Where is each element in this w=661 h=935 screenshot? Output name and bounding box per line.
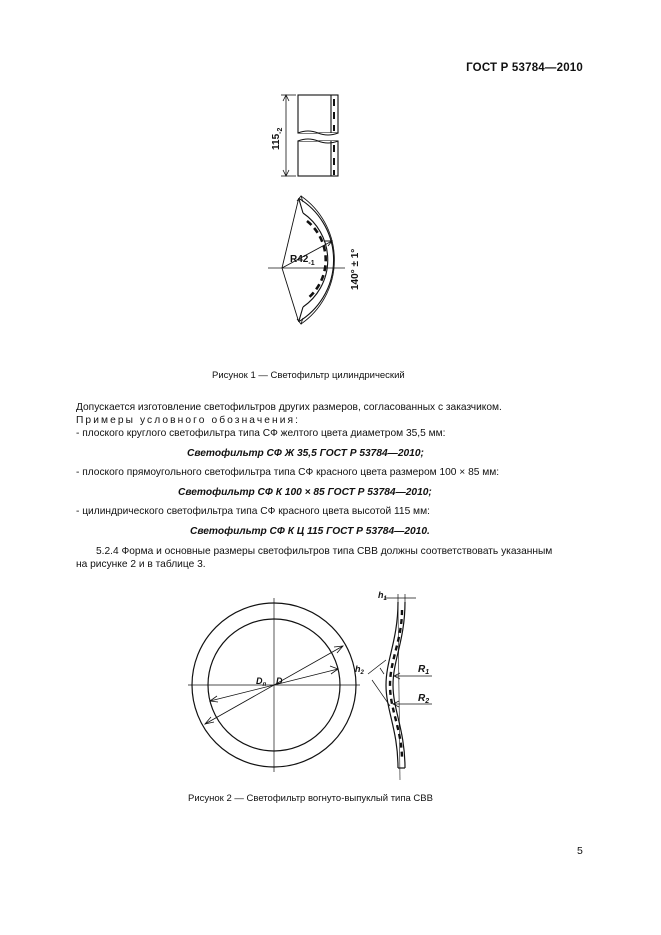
document-header: ГОСТ Р 53784—2010 — [466, 62, 583, 74]
paragraph-custom-sizes: Допускается изготовление светофильтров других размеров, согласованных с заказчиком. — [76, 402, 502, 413]
cylinder-side-view — [281, 95, 338, 176]
figure1-caption: Рисунок 1 — Светофильтр цилиндрический — [212, 370, 405, 381]
example-item-2: - плоского прямоугольного светофильтра типа СФ красного цвета размером 100 × 85 мм: — [76, 467, 500, 478]
r1-label: $R_1$ — [418, 664, 430, 676]
angle-dimension: 140° ± 1° — [350, 248, 361, 290]
figure1-drawing — [0, 0, 661, 380]
page-number: 5 — [577, 845, 583, 857]
outer-diameter-label: D — [276, 676, 283, 686]
h1-label: $h_1$ — [378, 590, 387, 602]
example-designation-3: Светофильтр СФ К Ц 115 ГОСТ Р 53784—2010. — [190, 526, 430, 537]
example-item-1: - плоского круглого светофильтра типа СФ желтого цвета диаметром 35,5 мм: — [76, 428, 446, 439]
filter-section-view — [368, 594, 432, 780]
figure2-drawing — [0, 580, 661, 790]
r2-label: $R_2$ — [418, 693, 430, 705]
radius-dimension: $R42_{-1}$ — [290, 254, 315, 267]
example-designation-1: Светофильтр СФ Ж 35,5 ГОСТ Р 53784—2010; — [187, 448, 424, 459]
example-item-3: - цилиндрического светофильтра типа СФ красного цвета высотой 115 мм: — [76, 506, 430, 517]
height-dimension: $115_{-2}$ — [271, 127, 284, 150]
paragraph-5-2-4-line1: 5.2.4 Форма и основные размеры светофильтров типа СВВ должны соответствовать указанным — [96, 546, 553, 557]
inner-diameter-label: $D_п$ — [256, 676, 267, 688]
examples-heading: Примеры условного обозначения: — [76, 415, 301, 426]
filter-front-view — [188, 598, 360, 772]
h2-label: $h_2$ — [355, 664, 364, 676]
figure2-caption: Рисунок 2 — Светофильтр вогнуто-выпуклый типа СВВ — [188, 793, 433, 804]
example-designation-2: Светофильтр СФ К 100 × 85 ГОСТ Р 53784—2010; — [178, 487, 432, 498]
paragraph-5-2-4-line2: на рисунке 2 и в таблице 3. — [76, 559, 206, 570]
